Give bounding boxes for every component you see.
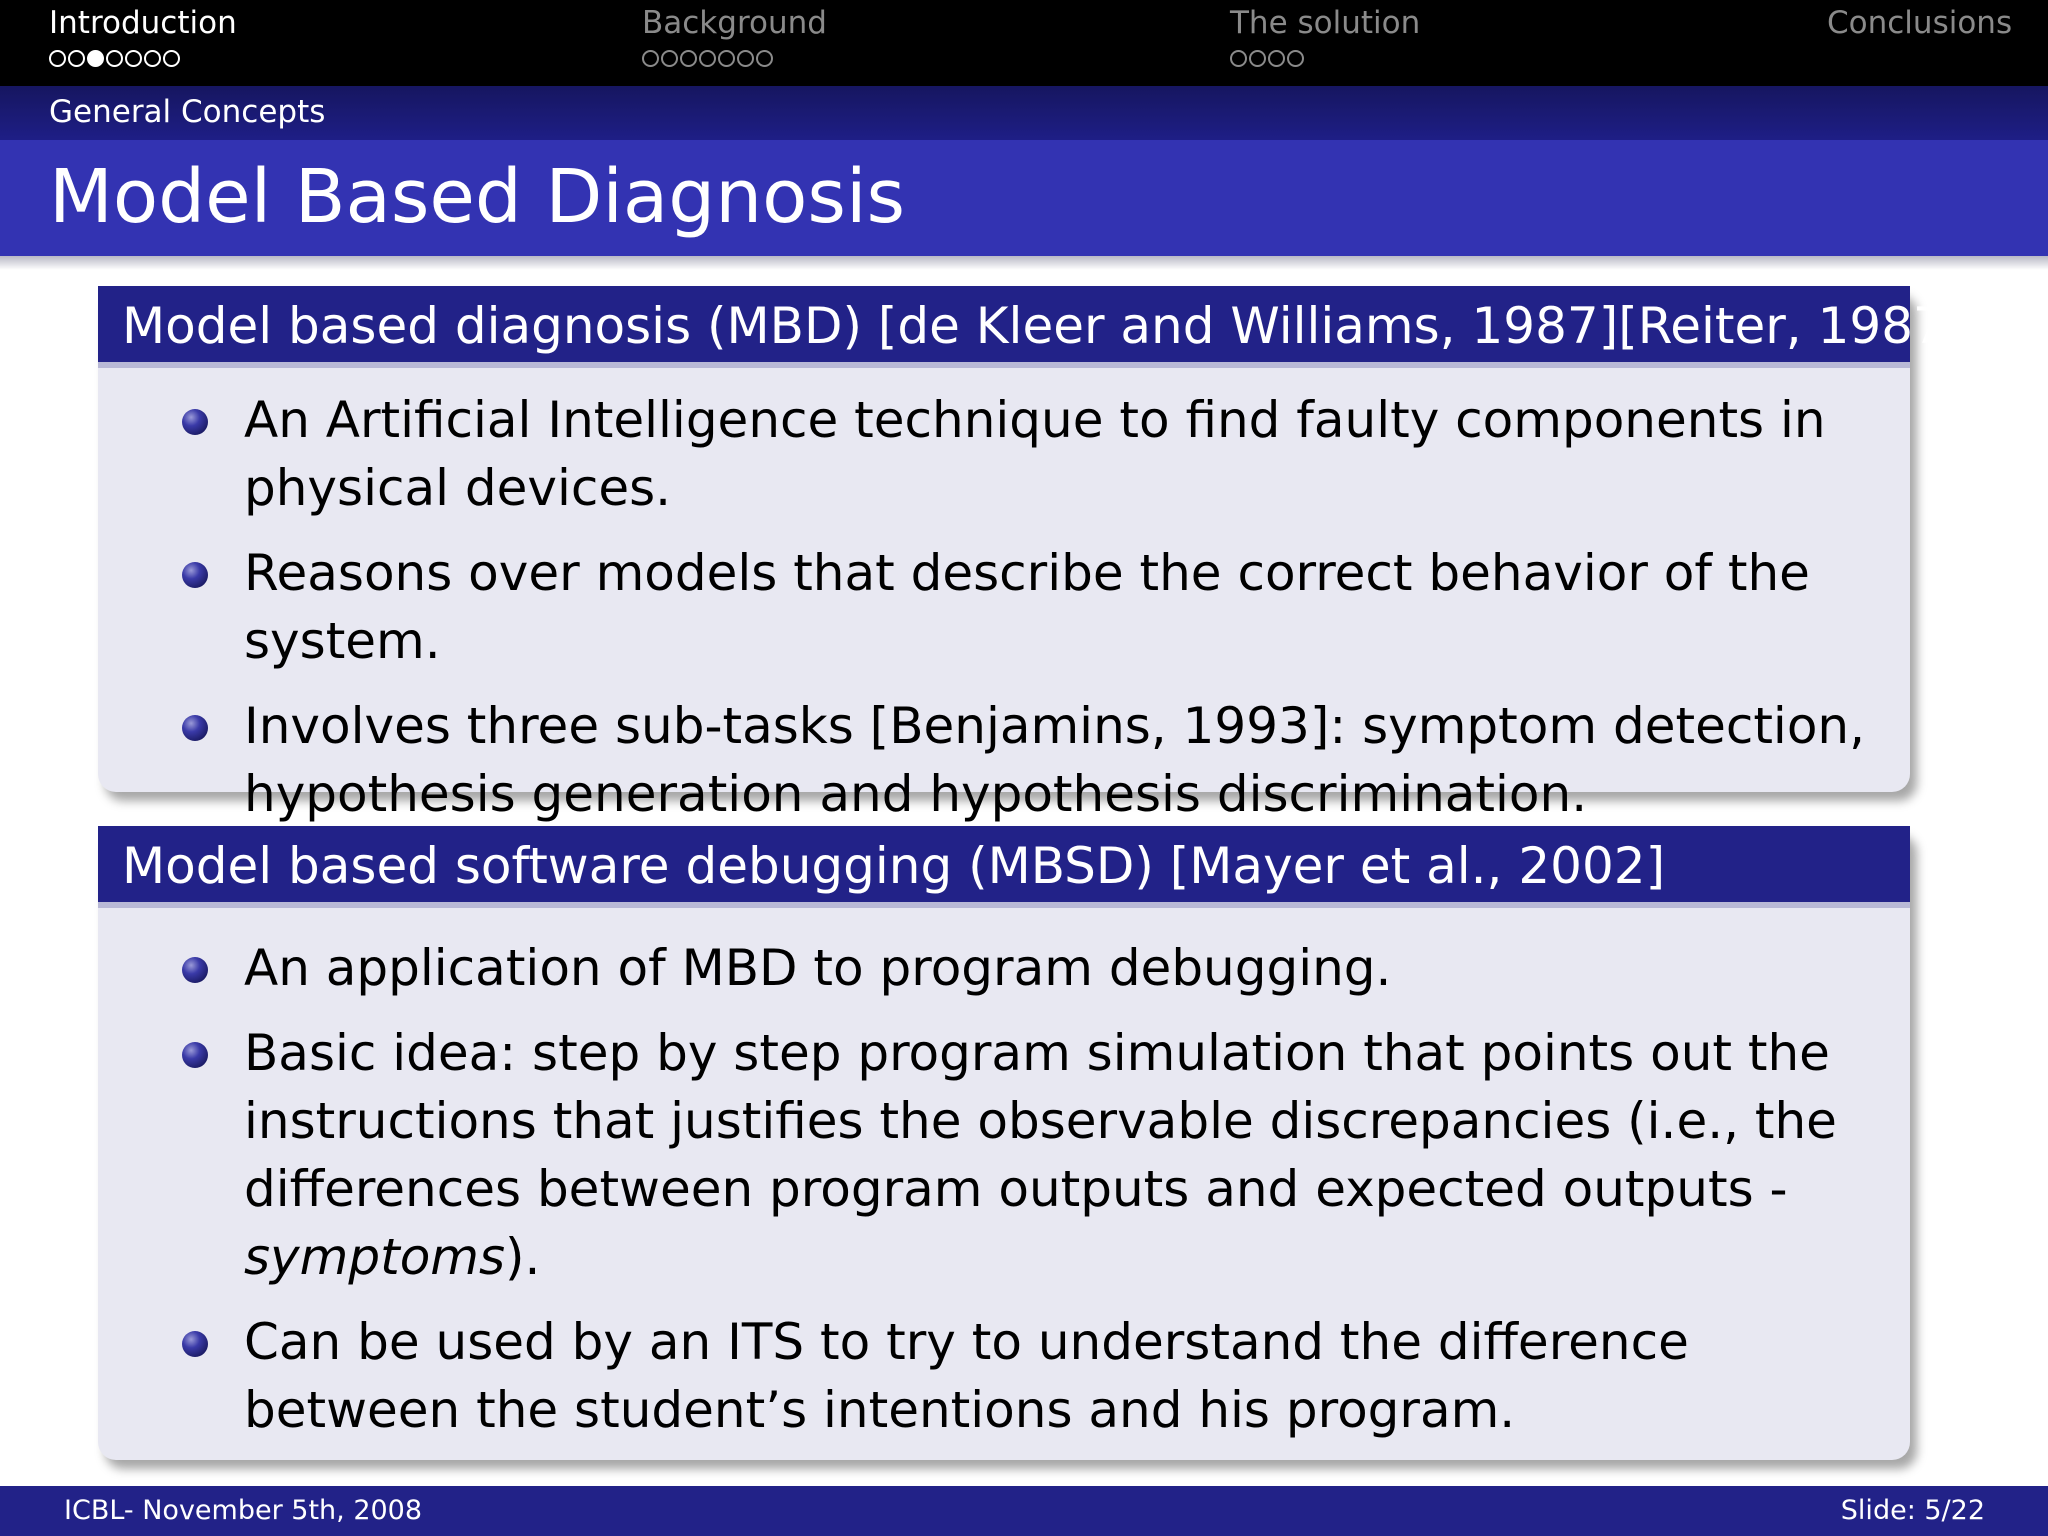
frame-dot-icon[interactable] <box>756 50 773 67</box>
list-item-text: Reasons over models that describe the correct behavior of the system. <box>244 544 1810 670</box>
footer-date: ICBL- November 5th, 2008 <box>64 1495 423 1526</box>
list-item-text: Can be used by an ITS to try to understand the difference between the student’s intentions and his program. <box>244 1313 1689 1439</box>
title-bar <box>0 140 2048 256</box>
list-item-text: Involves three sub-tasks [Benjamins, 1993]: symptom detection, hypothesis generation and hypothesis discrimination. <box>244 697 1865 823</box>
bullet-list <box>98 386 1910 828</box>
list-item <box>98 386 1910 522</box>
bullet-list <box>98 934 1910 1444</box>
nav-frame-dots <box>642 50 773 67</box>
nav-frame-dots <box>1230 50 1304 67</box>
slide-number: Slide: 5/22 <box>1840 1495 1985 1526</box>
nav-section-title[interactable]: Background <box>642 5 827 41</box>
emphasis-text: symptoms <box>244 1228 506 1286</box>
frame-dot-icon[interactable] <box>106 50 123 67</box>
frame-dot-icon[interactable] <box>87 50 104 67</box>
list-item-text-tail: ). <box>505 1228 541 1286</box>
frame-dot-icon[interactable] <box>68 50 85 67</box>
list-item <box>98 934 1910 1002</box>
subsection-bar <box>0 86 2048 140</box>
bullet-icon <box>182 715 208 741</box>
slide-title: Model Based Diagnosis <box>49 154 906 240</box>
list-item-text: An Artificial Intelligence technique to find faulty components in physical devices. <box>244 391 1826 517</box>
nav-section-title[interactable]: Introduction <box>49 5 237 41</box>
frame-dot-icon[interactable] <box>718 50 735 67</box>
list-item <box>98 1019 1910 1291</box>
frame-dot-icon[interactable] <box>1249 50 1266 67</box>
frame-dot-icon[interactable] <box>144 50 161 67</box>
navigation-bar <box>0 0 2048 86</box>
frame-dot-icon[interactable] <box>1230 50 1247 67</box>
bullet-icon <box>182 409 208 435</box>
block-body <box>98 908 1910 1444</box>
frame-dot-icon[interactable] <box>163 50 180 67</box>
list-item-text: An application of MBD to program debugging. <box>244 939 1392 997</box>
list-item <box>98 1308 1910 1444</box>
bullet-icon <box>182 1331 208 1357</box>
frame-dot-icon[interactable] <box>642 50 659 67</box>
title-bar-shadow <box>0 256 2048 270</box>
frame-dot-icon[interactable] <box>737 50 754 67</box>
nav-frame-dots <box>49 50 180 67</box>
nav-section-title[interactable]: Conclusions <box>1827 5 2013 41</box>
frame-dot-icon[interactable] <box>661 50 678 67</box>
frame-dot-icon[interactable] <box>1287 50 1304 67</box>
bullet-icon <box>182 562 208 588</box>
block-mbd <box>98 286 1965 823</box>
frame-dot-icon[interactable] <box>680 50 697 67</box>
nav-section-title[interactable]: The solution <box>1230 5 1421 41</box>
frame-dot-icon[interactable] <box>699 50 716 67</box>
list-item-text: Basic idea: step by step program simulation that points out the instructions that justifies the observable discrepancies (i.e., the differences between program outputs and expected outputs - <box>244 1024 1837 1218</box>
block-body <box>98 368 1910 828</box>
list-item <box>98 692 1910 828</box>
block-header: Model based diagnosis (MBD) [de Kleer and Williams, 1987][Reiter, 1987] <box>98 286 1910 368</box>
subsection-title: General Concepts <box>49 94 326 130</box>
list-item <box>98 539 1910 675</box>
bullet-icon <box>182 957 208 983</box>
block-header: Model based software debugging (MBSD) [Mayer et al., 2002] <box>98 826 1910 908</box>
block-mbsd <box>98 826 1910 1460</box>
frame-dot-icon[interactable] <box>49 50 66 67</box>
footer-bar <box>0 1486 2048 1536</box>
frame-dot-icon[interactable] <box>125 50 142 67</box>
frame-dot-icon[interactable] <box>1268 50 1285 67</box>
bullet-icon <box>182 1042 208 1068</box>
